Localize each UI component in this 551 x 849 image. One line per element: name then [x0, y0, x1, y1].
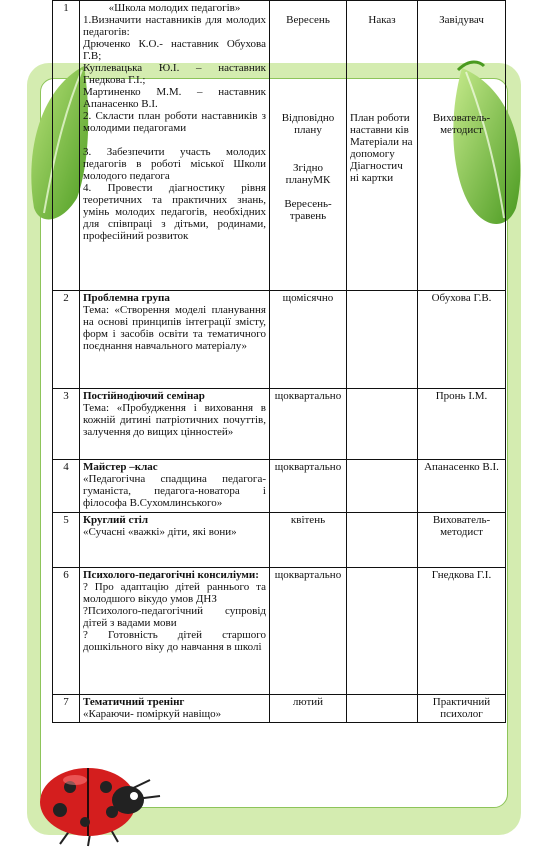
- spacer: [83, 134, 266, 146]
- table-row: [53, 291, 506, 389]
- term-cell: щоквартально: [270, 389, 347, 460]
- event-title: Тематичний тренінг: [83, 696, 185, 708]
- event-body: Тема: «Пробудження і виховання в кожній дитині патріотичних почуттів, залучення до вищих цінностей»: [83, 402, 266, 438]
- term-cell: щомісячно: [270, 291, 347, 389]
- table-row: [53, 568, 506, 695]
- term-cell: квітень: [270, 513, 347, 568]
- responsible-cell: [418, 1, 506, 291]
- result-cell: [347, 695, 418, 723]
- event-title: Круглий стіл: [83, 514, 148, 526]
- row-number: 3: [53, 389, 80, 460]
- result-cell: [347, 568, 418, 695]
- table-row: [53, 513, 506, 568]
- term-line: Згідно плануМК: [285, 162, 331, 186]
- event-cell: [80, 460, 270, 513]
- responsible-cell: Обухова Г.В.: [418, 291, 506, 389]
- table-row: [53, 1, 506, 291]
- row-number: 4: [53, 460, 80, 513]
- result-cell: [347, 513, 418, 568]
- event-cell: [80, 1, 270, 291]
- result-line: План роботи наставни ків: [350, 112, 410, 136]
- event-line: 2. Скласти план роботи наставників з молодими педагогами: [83, 110, 266, 134]
- term-line: Відповідно плану: [281, 112, 335, 136]
- term-line: Вересень-травень: [284, 198, 332, 222]
- result-line: Наказ: [368, 14, 396, 26]
- responsible-line: Завідувач: [439, 14, 484, 26]
- responsible-line: Вихователь-методист: [432, 112, 491, 136]
- event-line: 1.Визначити наставників для молодих педагогів:: [83, 14, 266, 38]
- event-body: «Караючи- поміркуй навіщо»: [83, 708, 222, 720]
- event-line: 3. Забезпечити участь молодих педагогів в роботі міської Школи молодого педагога: [83, 146, 266, 182]
- event-cell: [80, 291, 270, 389]
- term-line: Вересень: [286, 14, 330, 26]
- row-number: 5: [53, 513, 80, 568]
- term-cell: щоквартально: [270, 460, 347, 513]
- row-number: 7: [53, 695, 80, 723]
- term-cell: лютий: [270, 695, 347, 723]
- result-line: Матеріали на допомогу: [350, 136, 413, 160]
- row-number: 6: [53, 568, 80, 695]
- term-cell: щоквартально: [270, 568, 347, 695]
- responsible-cell: Вихователь-методист: [418, 513, 506, 568]
- activities-table: [52, 0, 506, 723]
- result-cell: [347, 460, 418, 513]
- ladybug-icon: [30, 752, 170, 847]
- responsible-cell: Гнедкова Г.І.: [418, 568, 506, 695]
- event-title: Проблемна група: [83, 292, 170, 304]
- event-body-line: ? Готовність дітей старшого дошкільного віку до навчання в школі: [83, 629, 266, 653]
- event-body-line: ? Про адаптацію дітей раннього та молодшого вікудо умов ДНЗ: [83, 581, 266, 605]
- result-cell: [347, 291, 418, 389]
- event-line: «Школа молодих педагогів»: [108, 2, 241, 14]
- event-cell: [80, 513, 270, 568]
- event-line: Куплевацька Ю.І. – наставник Гнедкова Г.І.;: [83, 62, 266, 86]
- event-body: «Педагогічна спадщина педагога-гуманіста, педагога-новатора і філософа В.Сухомлинського»: [83, 473, 266, 509]
- event-body: «Сучасні «важкі» діти, які вони»: [83, 526, 237, 538]
- table-row: [53, 695, 506, 723]
- responsible-cell: Практичний психолог: [418, 695, 506, 723]
- event-title: Психолого-педагогічні консиліуми:: [83, 569, 259, 581]
- table-row: [53, 389, 506, 460]
- event-cell: [80, 695, 270, 723]
- row-number: 1: [53, 1, 80, 291]
- event-line: 4. Провести діагностику рівня теоретичних та практичних знань, умінь молодих педагогів, необхідних для співпраці з дітьми, родинами, професійний розвиток: [83, 182, 266, 242]
- result-cell: [347, 1, 418, 291]
- event-cell: [80, 568, 270, 695]
- event-line: Мартиненко М.М. – наставник Апанасенко В.І.: [83, 86, 266, 110]
- event-body: Тема: «Створення моделі планування на основі принципів інтеграції змісту, форм і засобів освіти та тематичного поєднання навчального матеріалу»: [83, 304, 266, 352]
- result-cell: [347, 389, 418, 460]
- result-line: Діагностич ні картки: [350, 160, 403, 184]
- event-title: Постійнодіючий семінар: [83, 390, 205, 402]
- responsible-cell: Пронь І.М.: [418, 389, 506, 460]
- row-number: 2: [53, 291, 80, 389]
- responsible-cell: Апанасенко В.І.: [418, 460, 506, 513]
- event-body-line: ?Психолого-педагогічний супровід дітей з вадами мови: [83, 605, 266, 629]
- term-cell: [270, 1, 347, 291]
- event-cell: [80, 389, 270, 460]
- event-line: Дрюченко К.О.- наставник Обухова Г.В;: [83, 38, 266, 62]
- table-row: [53, 460, 506, 513]
- event-title: Майстер –клас: [83, 461, 158, 473]
